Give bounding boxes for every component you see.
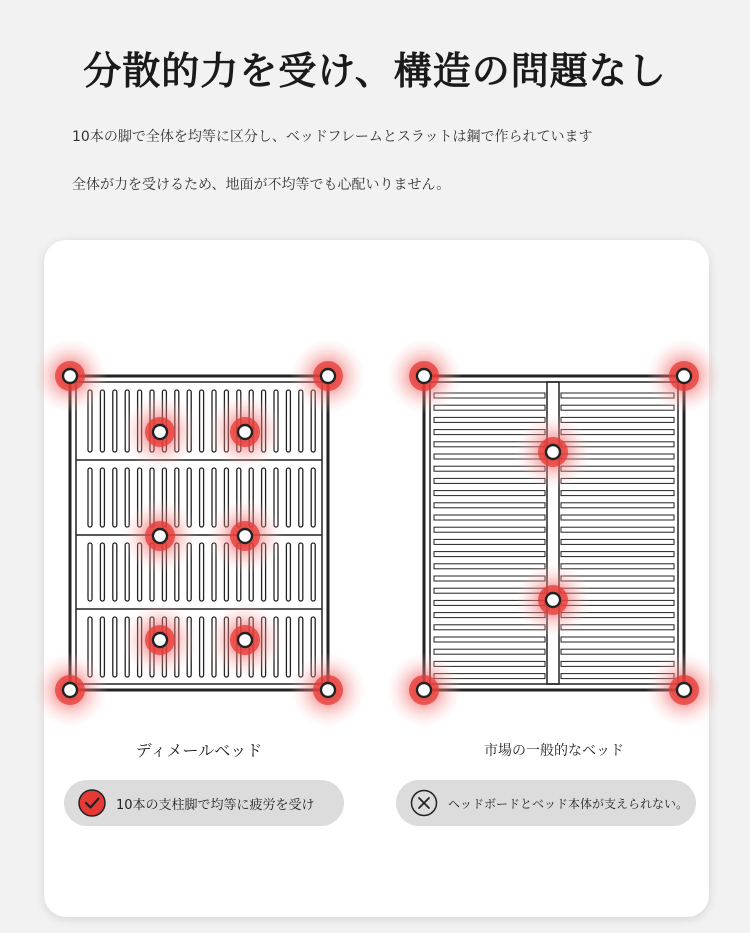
support-point-marker [122,394,198,470]
left-bed-frame [70,376,328,690]
right-slat [434,405,545,410]
left-slat [113,543,117,601]
support-point-marker [122,498,198,574]
right-slat [561,539,674,544]
right-slat [561,491,674,496]
support-point-marker [646,652,722,728]
check-icon [78,789,106,817]
support-point-marker [290,652,366,728]
left-slat [113,617,117,677]
left-slat [311,543,315,601]
description-line-2: 全体が力を受けるため、地面が不均等でも心配いりません。 [72,177,451,193]
left-slat [200,468,204,527]
right-slat [434,515,545,520]
left-slat [100,543,104,601]
right-slat [434,417,545,422]
support-point-marker [32,338,108,414]
right-bed-label: 市場の一般的なベッド [484,743,624,759]
page-title: 分散的力を受け、構造の問題なし [83,49,667,93]
support-point-marker [515,414,591,490]
left-slat [286,468,290,527]
left-slat [200,390,204,452]
right-slat [561,515,674,520]
left-slat [113,468,117,527]
right-slat [434,552,545,557]
left-slat [88,543,92,601]
left-slat [200,617,204,677]
left-slat [88,468,92,527]
right-slat [561,552,674,557]
left-slat [286,543,290,601]
left-slat [100,390,104,452]
left-slat [100,468,104,527]
right-slat [561,527,674,532]
right-slat [561,637,674,642]
left-slat [299,543,303,601]
support-point-marker [386,652,462,728]
support-point-marker [207,602,283,678]
left-slat [299,468,303,527]
left-slat [113,390,117,452]
support-point-marker [207,498,283,574]
right-slat [561,649,674,654]
left-feature-badge [64,780,344,826]
left-slat [286,617,290,677]
right-slat [434,637,545,642]
support-point-marker [646,338,722,414]
left-slat [311,468,315,527]
right-slat [434,649,545,654]
right-slat [434,564,545,569]
support-point-marker [515,562,591,638]
support-point-marker [207,394,283,470]
left-badge-text: 10本の支柱脚で均等に疲労を受け [116,797,315,813]
support-point-marker [122,602,198,678]
right-slat [561,405,674,410]
right-feature-badge [396,780,696,826]
right-slat [561,503,674,508]
left-slat [286,390,290,452]
right-slat [434,527,545,532]
left-bed-label: ディメールベッド [135,741,263,760]
right-slat [561,564,674,569]
left-slat [200,543,204,601]
description-line-1: 10本の脚で全体を均等に区分し、ベッドフレームとスラットは鋼で作られています [72,129,593,145]
cross-icon [410,789,438,817]
left-slat [100,617,104,677]
right-slat [434,491,545,496]
right-slat [434,539,545,544]
support-point-marker [32,652,108,728]
support-point-marker [386,338,462,414]
support-point-marker [290,338,366,414]
right-slat [434,503,545,508]
right-slat [561,417,674,422]
right-badge-text: ヘッドボードとベッド本体が支えられない。 [448,796,689,811]
